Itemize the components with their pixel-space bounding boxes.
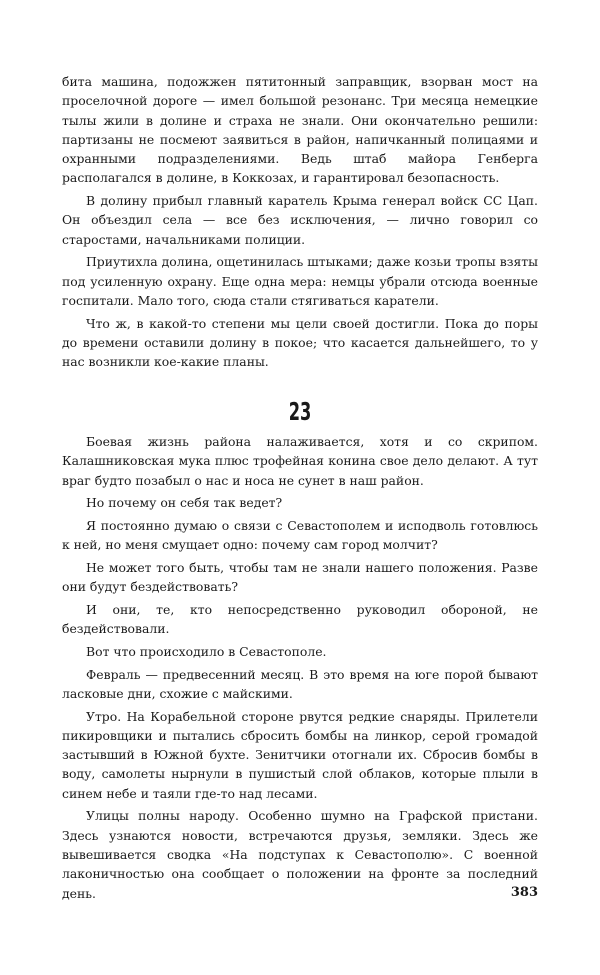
paragraph: Но почему он себя так ведет? [86,495,283,511]
chapter-number: 23 [288,397,312,426]
paragraph: Я постоянно думаю о связи с Севастополем и исподволь готовлюсь к ней, но меня смущает одно: почему сам город молчит? [62,517,538,553]
paragraph: Приутихла долина, ощетинилась штыками; даже козьи тропы взяты под усиленную охрану. Еще одна мера: немцы убрали отсюда военные госпитали. Мало того, сюда стали стягиваться каратели. [62,254,538,309]
paragraph: Вот что происходило в Севастополе. [86,643,327,659]
paragraph: Улицы полны народу. Особенно шумно на Графской пристани. Здесь узнаются новости, встречаются друзья, земляки. Здесь же вывешивается сводка «На подступах к Севастополю». С военной лаконичностью она сообщает о положении на фронте за последний день. [62,808,538,901]
paragraph: бита машина, подожжен пятитонный заправщик, взорван мост на проселочной дороге — имел большой резонанс. Три месяца немецкие тылы жили в долине и страха не знали. Они окончательно решили: партизаны не посмеют заявиться в район, напичканный полицаями и охранными подразделениями. Ведь штаб майора Генберга располагался в долине, в Коккозах, и гарантировал безопасность. [62,74,538,186]
paragraph: И они, те, кто непосредственно руководил обороной, не бездействовали. [62,601,538,637]
paragraph: Утро. На Корабельной стороне рвутся редкие снаряды. Прилетели пикировщики и пытались сбросить бомбы на линкор, серой громадой застывший в Южной бухте. Зенитчики отогнали их. Сбросив бомбы в воду, самолеты нырнули в пушистый слой облаков, которые плыли в синем небе и таяли где-то над лесами. [62,708,538,801]
paragraph: Февраль — предвесенний месяц. В это время на юге порой бывают ласковые дни, схожие с майскими. [62,666,538,701]
paragraph: Не может того быть, чтобы там не знали нашего положения. Разве они будут бездействовать? [62,559,538,595]
paragraph: В долину прибыл главный каратель Крыма генерал войск СС Цап. Он объездил села — все без исключения, — лично говорил со старостами, начальниками полиции. [62,193,538,247]
text-block-before-chapter [62,72,538,375]
text-block-chapter-body [62,432,538,906]
paragraph: Что ж, в какой-то степени мы цели своей достигли. Пока до поры до времени оставили долину в покое; что касается дальнейшего, то у нас возникли кое-какие планы. [62,315,538,370]
paragraph: Боевая жизнь района налаживается, хотя и со скрипом. Калашниковская мука плюс трофейная конина свое дело делают. А тут враг будто позабыл о нас и носа не сунет в наш район. [62,434,538,488]
page-number: 383 [510,885,538,900]
